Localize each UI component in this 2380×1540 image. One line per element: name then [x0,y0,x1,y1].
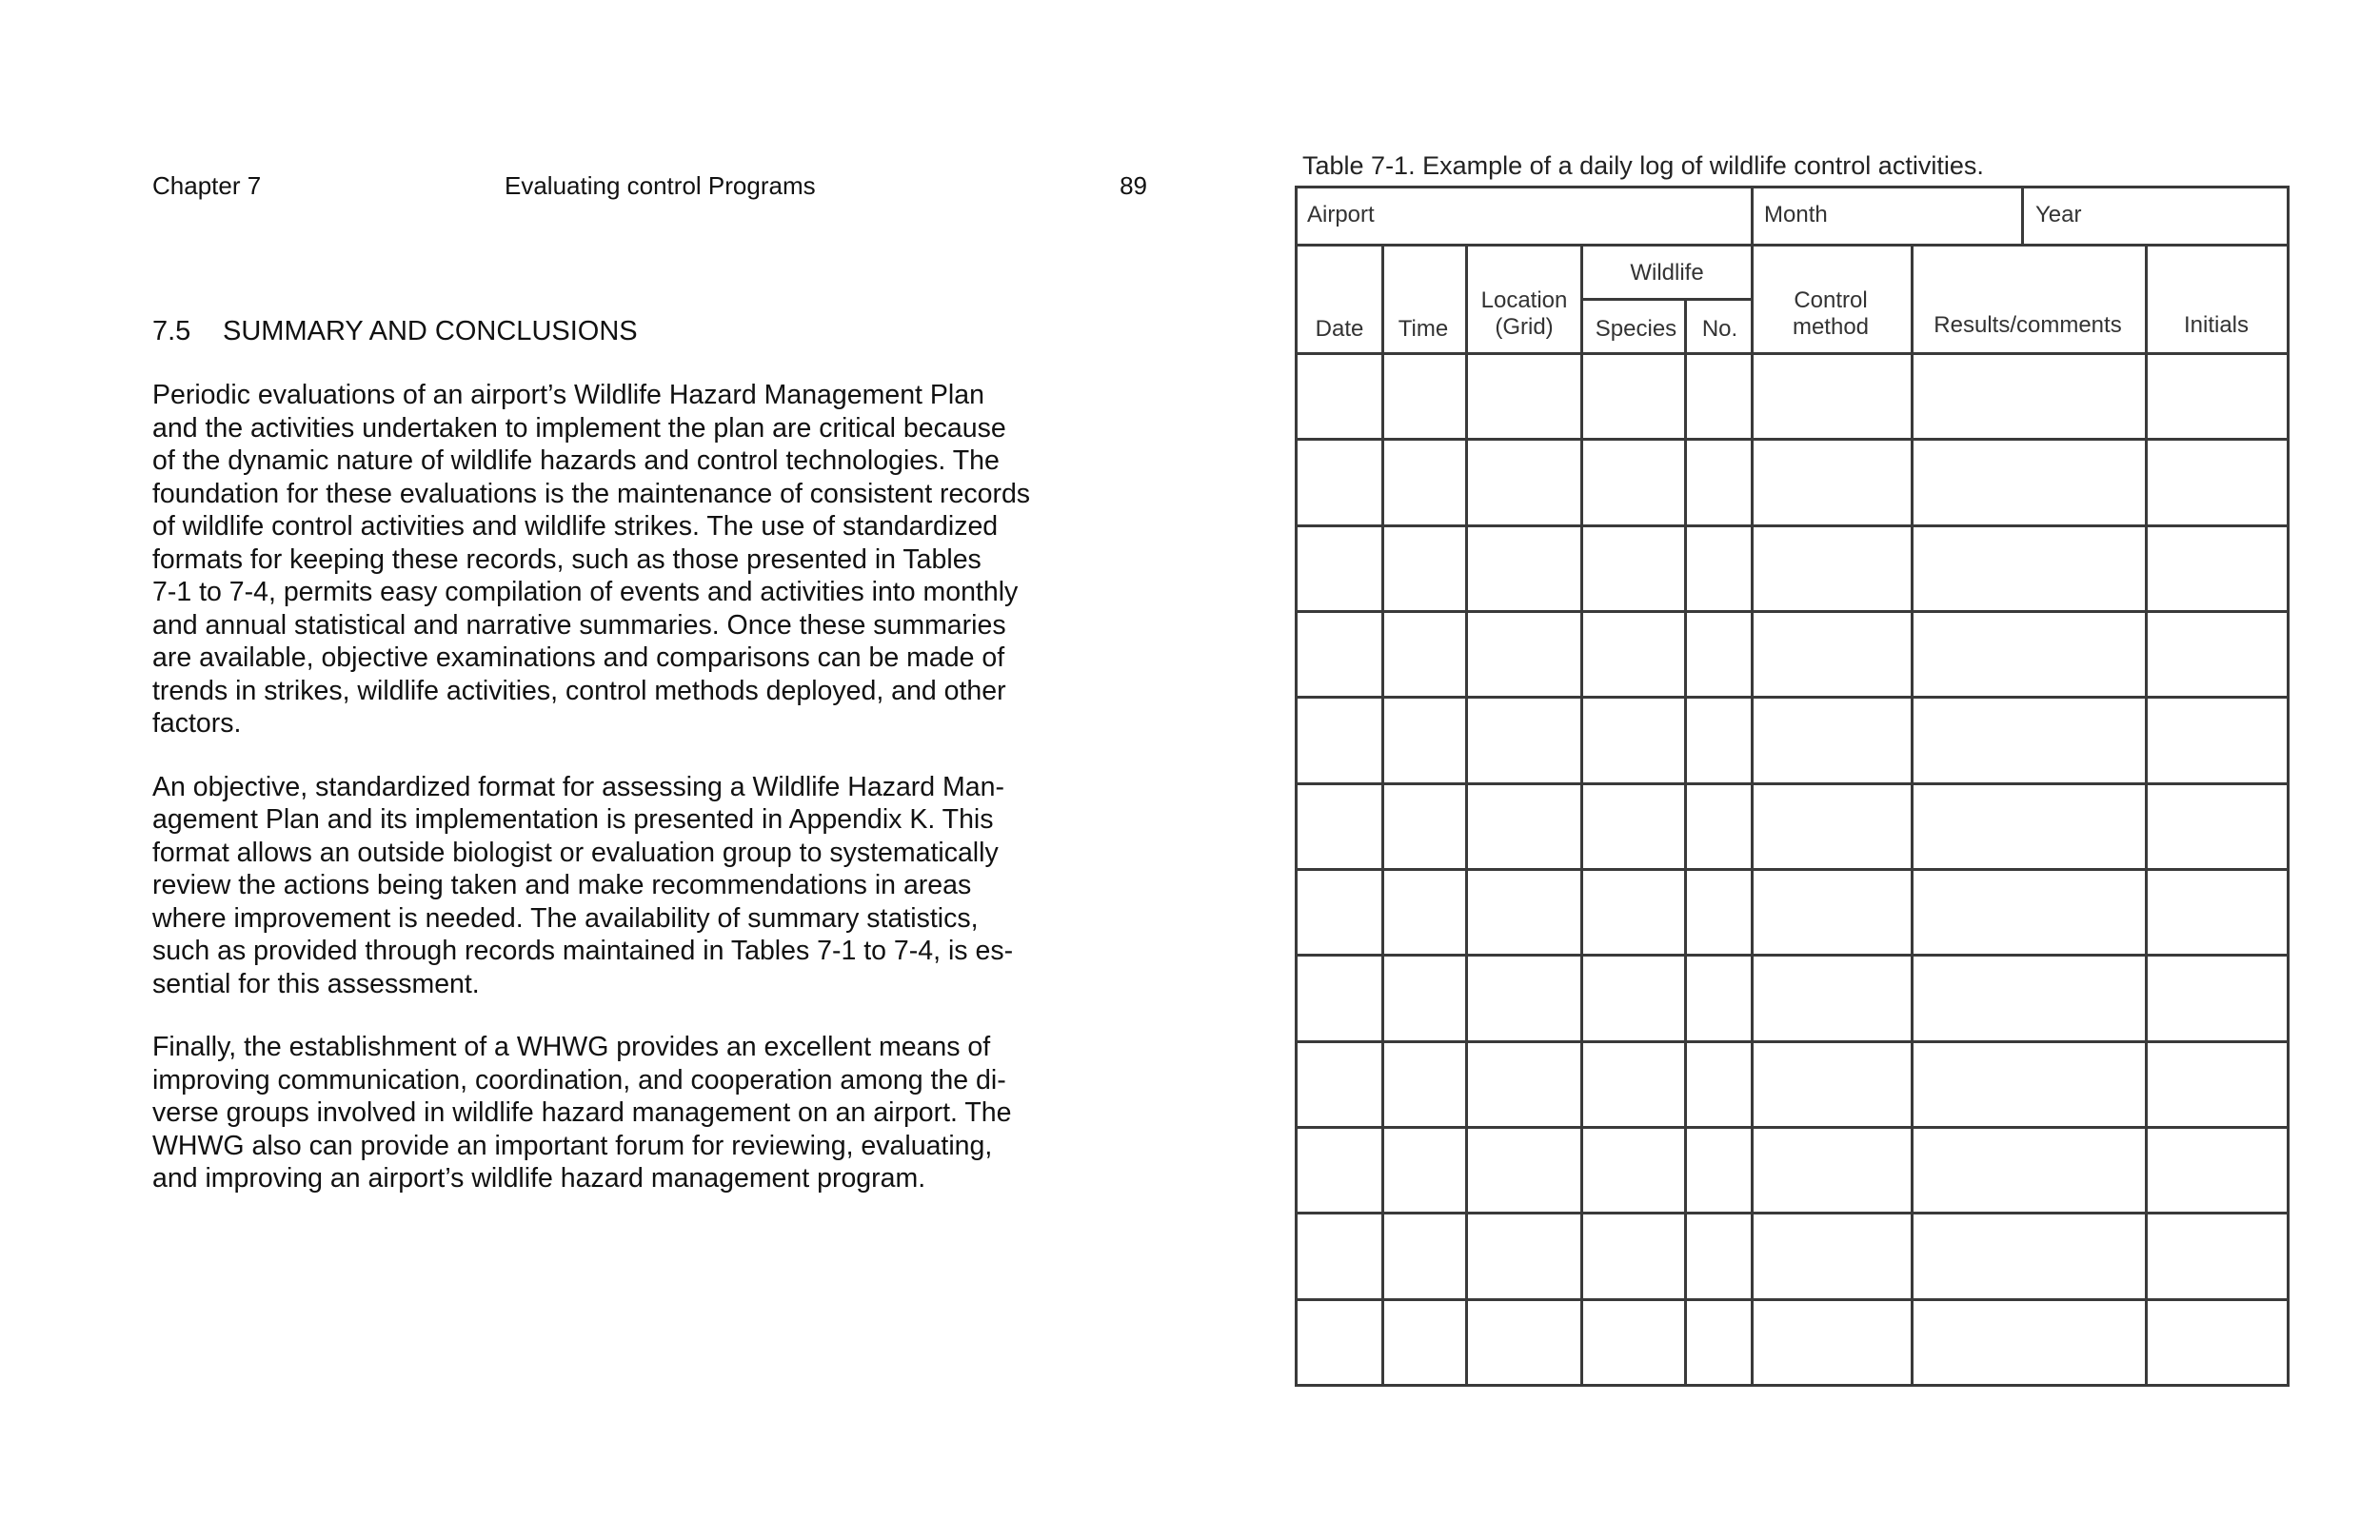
daily-log-table [1295,186,2290,1387]
text-line: agement Plan and its implementation is presented in Appendix K. This [152,804,994,835]
text-line: and annual statistical and narrative summaries. Once these summaries [152,609,1006,641]
left-page [152,171,1147,1195]
grid-hline [1298,696,2287,699]
grid-hline [1298,610,2287,613]
grid-vline [1580,244,1583,1384]
col-initials: Initials [2183,312,2250,338]
grid-hline [1298,352,2287,355]
text-line: Finally, the establishment of a WHWG provides an excellent means of [152,1032,991,1062]
grid-vline [2145,244,2148,1384]
text-line: review the actions being taken and make recommendations in areas [152,870,972,900]
col-location-line2: (Grid) [1495,314,1554,340]
grid-hline [1298,1040,2287,1043]
grid-hline [1298,1298,2287,1301]
col-control-line1: Control [1794,287,1868,313]
grid-hline [1298,1212,2287,1214]
col-species: Species [1595,316,1677,342]
text-line: of the dynamic nature of wildlife hazards and control technologies. The [152,445,1000,476]
text-line: improving communication, coordination, and cooperation among the di- [152,1064,1006,1096]
paragraph [152,771,1047,1001]
col-date: Date [1315,316,1364,342]
text-line: 7-1 to 7-4, permits easy compilation of events and activities into monthly [152,577,1019,607]
text-line: trends in strikes, wildlife activities, control methods deployed, and other [152,675,1006,706]
col-control-method [1751,287,1911,341]
text-line: and improving an airport’s wildlife hazard management program. [152,1163,926,1194]
col-control-line2: method [1792,314,1870,340]
text-line: WHWG also can provide an important forum for reviewing, evaluating, [152,1130,993,1161]
col-number: No. [1701,316,1738,342]
running-header [152,171,1147,209]
grid-hline [1298,868,2287,871]
airport-label: Airport [1307,202,1375,227]
grid-hline [1298,244,2287,247]
grid-vline [1751,244,1754,1384]
grid-vline [1751,188,1754,244]
grid-vline [1684,298,1687,1384]
text-line: sential for this assessment. [152,968,480,999]
year-label: Year [2035,202,2082,227]
col-location [1465,287,1583,341]
text-line: verse groups involved in wildlife hazard management on an airport. The [152,1097,1012,1128]
paragraph [152,379,1047,740]
grid-hline [1298,954,2287,957]
grid-hline [1298,438,2287,441]
grid-hline [1298,524,2287,527]
text-line: where improvement is needed. The availability of summary statistics, [152,902,979,934]
section-heading [152,314,1047,348]
wildlife-group-header: Wildlife [1630,260,1704,286]
text-line: Periodic evaluations of an airport’s Wildlife Hazard Management Plan [152,380,984,410]
section-number: 7.5 [152,316,191,346]
col-location-line1: Location [1480,287,1568,313]
table-figure [1295,148,2290,342]
text-line: formats for keeping these records, such as those presented in Tables [152,543,982,575]
table-caption: Table 7-1. Example of a daily log of wildlife control activities. [1302,151,1984,180]
grid-vline [1381,244,1384,1384]
grid-hline [1298,782,2287,785]
text-line: such as provided through records maintained in Tables 7-1 to 7-4, is es- [152,936,1014,966]
grid-hline [1298,1126,2287,1129]
text-line: An objective, standardized format for assessing a Wildlife Hazard Man- [152,771,1004,802]
chapter-title: Evaluating control Programs [505,171,816,200]
col-time: Time [1398,316,1449,342]
text-line: format allows an outside biologist or evaluation group to systematically [152,837,999,868]
chapter-label: Chapter 7 [152,171,262,200]
text-line: and the activities undertaken to implement the plan are critical because [152,412,1006,444]
paragraph [152,1031,1047,1195]
text-line: of wildlife control activities and wildlife strikes. The use of standardized [152,511,999,542]
section-title: SUMMARY AND CONCLUSIONS [223,316,638,346]
grid-vline [1465,244,1468,1384]
body-text [152,379,1047,1195]
text-line: foundation for these evaluations is the maintenance of consistent records [152,478,1031,509]
grid-vline [2021,188,2024,244]
grid-hline [1580,298,1751,301]
month-label: Month [1764,202,1828,227]
page-number: 89 [1120,171,1147,200]
grid-vline [1911,244,1914,1384]
col-results-comments: Results/comments [1934,312,2122,338]
text-line: factors. [152,708,242,739]
text-line: are available, objective examinations and comparisons can be made of [152,642,1005,673]
